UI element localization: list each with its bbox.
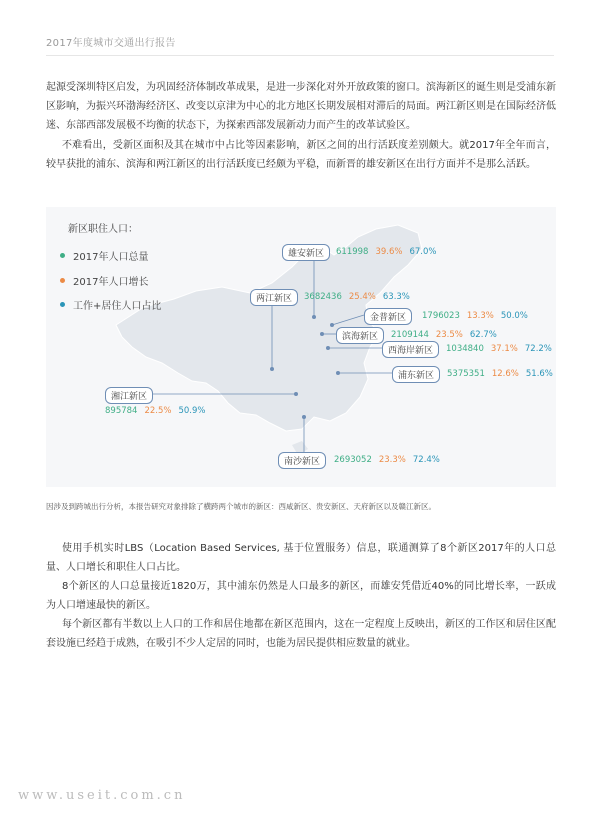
stat-growth: 12.6% xyxy=(491,369,519,379)
nansha-marker xyxy=(302,415,306,419)
stat-growth: 13.3% xyxy=(466,311,494,321)
legend-dot-growth xyxy=(60,278,65,283)
stat-ratio: 51.6% xyxy=(525,369,553,379)
map-footnote: 因涉及到跨城出行分析，本报告研究对象排除了横跨两个城市的新区：西咸新区、贵安新区、天府新区以及赣江新区。 xyxy=(46,502,436,511)
stat-population: 5375351 xyxy=(447,369,485,379)
header-divider xyxy=(46,55,554,56)
stat-population: 2109144 xyxy=(391,330,429,340)
district-label: 滨海新区 xyxy=(336,327,384,344)
jinpu-marker xyxy=(330,323,334,327)
stat-ratio: 72.4% xyxy=(412,455,440,465)
legend-growth xyxy=(60,273,148,288)
district-label: 两江新区 xyxy=(250,289,298,306)
district-label: 雄安新区 xyxy=(282,244,330,261)
district-stats xyxy=(391,330,504,340)
stat-population: 1034840 xyxy=(446,344,484,354)
pudong-marker xyxy=(336,371,340,375)
stat-growth: 23.5% xyxy=(435,330,463,340)
stat-growth: 37.1% xyxy=(490,344,518,354)
stat-growth: 25.4% xyxy=(348,292,376,302)
report-header-title: 2017年度城市交通出行报告 xyxy=(46,38,176,49)
intro-paragraph: 起源受深圳特区启发，为巩固经济体制改革成果，是进一步深化对外开放政策的窗口。滨海新区的诞生则是受浦东新区影响，为振兴环渤海经济区、改变以京津为中心的北方地区长期发展相对滞后的局面。两江新区则是在国际经济低迷、东部西部发展极不均衡的状态下，为探索西部发展新动力而产生的改革试验区。 xyxy=(46,82,556,131)
legend-label: 2017年人口总量 xyxy=(73,252,149,263)
stat-population: 3682436 xyxy=(304,292,342,302)
district-stats xyxy=(105,406,212,416)
stat-population: 2693052 xyxy=(334,455,372,465)
district-map-panel xyxy=(46,207,556,487)
stat-growth: 22.5% xyxy=(144,406,172,416)
xiongan-marker xyxy=(312,315,316,319)
legend-label: 2017年人口增长 xyxy=(73,277,149,288)
activity-paragraph: 不难看出，受新区面积及其在城市中占比等因素影响，新区之间的出行活跃度差别颇大。就2017年全年而言，较早获批的浦东、滨海和两江新区的出行活跃度已经颇为平稳，而新晋的雄安新区在出行方面并不是那么活跃。 xyxy=(46,140,556,170)
map-legend-title: 新区职住人口： xyxy=(68,224,138,235)
liangjiang-marker xyxy=(270,367,274,371)
legend-population xyxy=(60,248,148,263)
district-label: 南沙新区 xyxy=(278,452,326,469)
stat-ratio: 50.0% xyxy=(500,311,528,321)
district-stats xyxy=(447,369,560,379)
stat-population: 1796023 xyxy=(422,311,460,321)
stat-growth: 39.6% xyxy=(375,247,403,257)
watermark: www.useit.com.cn xyxy=(18,788,186,803)
stat-ratio: 67.0% xyxy=(409,247,437,257)
district-label: 湘江新区 xyxy=(105,387,153,404)
legend-dot-population xyxy=(60,253,65,258)
district-stats xyxy=(304,292,417,302)
district-stats xyxy=(446,344,559,354)
legend-label: 工作+居住人口占比 xyxy=(73,301,162,312)
legend-ratio xyxy=(60,297,161,312)
district-stats xyxy=(334,455,447,465)
district-label: 浦东新区 xyxy=(392,366,440,383)
stat-ratio: 72.2% xyxy=(524,344,552,354)
legend-dot-ratio xyxy=(60,302,65,307)
xiangjiang-marker xyxy=(294,392,298,396)
population-paragraph: 8个新区的人口总量接近1820万，其中浦东仍然是人口最多的新区，而雄安凭借近40%的同比增长率，一跃成为人口增速最快的新区。 xyxy=(46,581,556,611)
district-stats xyxy=(422,311,535,321)
district-label: 金普新区 xyxy=(364,308,412,325)
stat-population: 611998 xyxy=(336,247,369,257)
lbs-paragraph: 使用手机实时LBS（Location Based Services, 基于位置服务）信息，联通测算了8个新区2017年的人口总量、人口增长和职住人口占比。 xyxy=(46,543,556,573)
district-label: 西海岸新区 xyxy=(382,341,439,358)
stat-ratio: 50.9% xyxy=(178,406,206,416)
xihaian-marker xyxy=(326,346,330,350)
stat-growth: 23.3% xyxy=(378,455,406,465)
district-stats xyxy=(336,247,443,257)
stat-ratio: 62.7% xyxy=(469,330,497,340)
stat-population: 895784 xyxy=(105,406,138,416)
jobs-housing-paragraph: 每个新区都有半数以上人口的工作和居住地都在新区范围内，这在一定程度上反映出，新区的工作区和居住区配套设施已经趋于成熟，在吸引不少人定居的同时，也能为居民提供相应数量的就业。 xyxy=(46,619,556,649)
binhai-marker xyxy=(320,332,324,336)
stat-ratio: 63.3% xyxy=(382,292,410,302)
